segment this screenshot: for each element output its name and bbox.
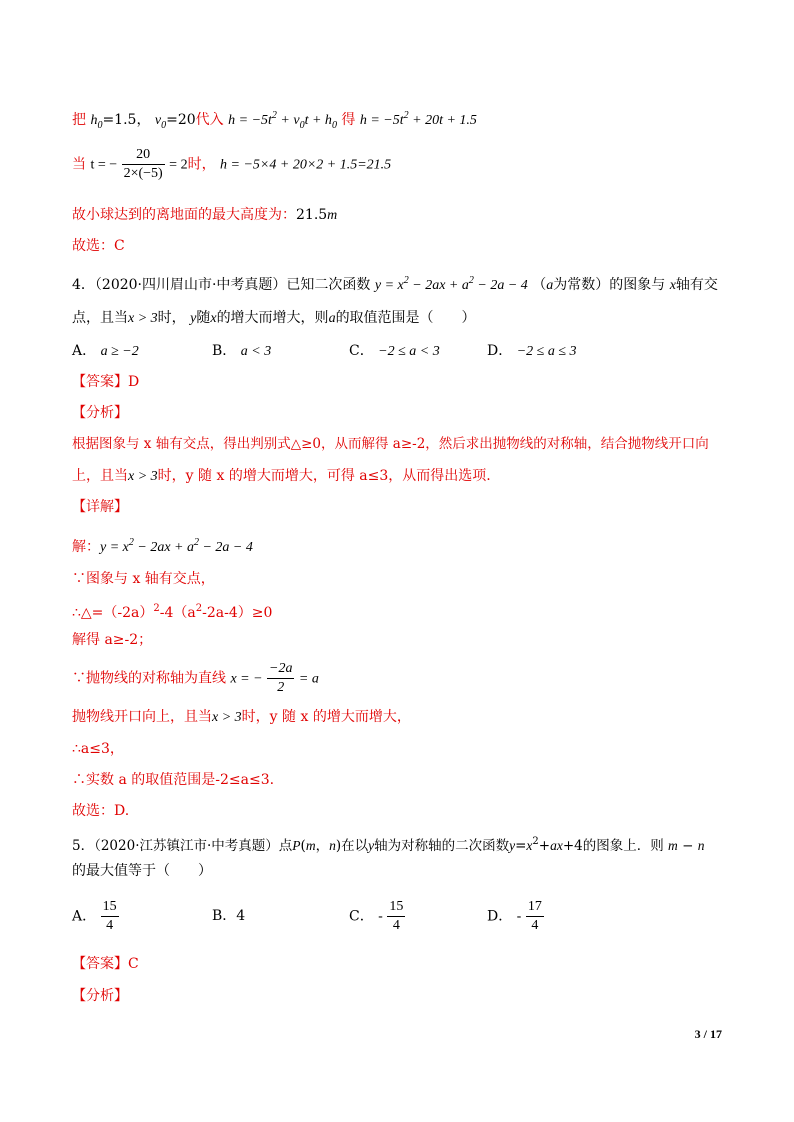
- q4-detail-head: 【详解】: [72, 499, 128, 515]
- q4-solution-8: ∴实数 a 的取值范围是-2≤a≤3.: [72, 772, 275, 788]
- line-substitute: 把 $h_0=1.5$， $v_0=20$代入 $h = -5t^2 + v_0t + h_0$ 得 $h = -5t^2 + 20t + 1.5$: [72, 110, 477, 131]
- q4-solution-2: ∵图象与 x 轴有交点，: [72, 571, 215, 587]
- q4-solution-9: 故选：D.: [72, 803, 130, 819]
- q4-option-b: B． a < 3: [212, 343, 272, 359]
- q4-option-c: C． −2 ≤ a < 3: [349, 343, 440, 359]
- q5-option-d: D． - $\frac{17}{4}$: [487, 899, 542, 933]
- q4-analysis-line1: 根据图象与 x 轴有交点，得出判别式△≥0，从而解得 a≥-2，然后求出抛物线的对称轴，结合抛物线开口向: [72, 436, 709, 452]
- q5-option-c: C． - $\frac{15}{4}$: [349, 899, 404, 933]
- q4-solution-5: ∵抛物线的对称轴为直线 x = − $\frac{-2a}{2}$ = a: [72, 661, 319, 695]
- q4-solution-6: 抛物线开口向上，且当x > 3时，y 随 x 的增大而增大，: [72, 709, 411, 725]
- line-choose-c: 故选：C: [72, 238, 125, 254]
- q4-solution-1: 解：$y = x^2 - 2ax + a^2 - 2a - 4$: [72, 537, 253, 555]
- q5-option-a: A． $\frac{15}{4}$: [72, 899, 117, 933]
- fraction-t: $\frac{20}{2\times(-5)}$: [123, 147, 163, 181]
- q4-answer: 【答案】D: [72, 374, 140, 390]
- line-max-height: 故小球达到的离地面的最大高度为：21.5m: [72, 207, 338, 223]
- q4-solution-4: 解得 a≥-2；: [72, 632, 153, 648]
- q4-option-a: A． a ≥ −2: [72, 343, 139, 359]
- q4-option-d: D． −2 ≤ a ≤ 3: [487, 343, 577, 359]
- q4-analysis-head: 【分析】: [72, 405, 128, 421]
- page-number: 3 / 17: [694, 1027, 722, 1041]
- q4-solution-7: ∴a≤3，: [72, 741, 124, 757]
- q5-answer: 【答案】C: [72, 956, 139, 972]
- q4-solution-3: $\therefore\triangle=(-2a)^2-4(a^2-2a-4)\ge 0$: [72, 603, 273, 621]
- q5-option-b: B．4: [212, 908, 246, 924]
- q4-stem-line2: 点，且当x > 3时， y随x的增大而增大，则a的取值范围是（ ）: [72, 310, 476, 326]
- q4-stem-line1: 4．（2020·四川眉山市·中考真题）已知二次函数 $y = x^2 - 2ax + a^2 - 2a - 4$ （a为常数）的图象与 x轴有交: [72, 275, 718, 293]
- q5-stem-line2: 的最大值等于（ ）: [72, 863, 212, 879]
- q5-stem-line1: 5．（2020·江苏镇江市·中考真题）点P(m，n)在以y轴为对称轴的二次函数$y=x^2+ax+4$的图象上．则 m − n: [72, 836, 705, 854]
- line-vertex-time: 当 t = − $\frac{20}{2\times(-5)}$ = 2时， h = −5×4 + 20×2 + 1.5=21.5: [72, 147, 392, 181]
- q5-analysis-head: 【分析】: [72, 988, 128, 1004]
- q4-analysis-line2: 上，且当x > 3时，y 随 x 的增大而增大，可得 a≤3，从而得出选项.: [72, 468, 491, 484]
